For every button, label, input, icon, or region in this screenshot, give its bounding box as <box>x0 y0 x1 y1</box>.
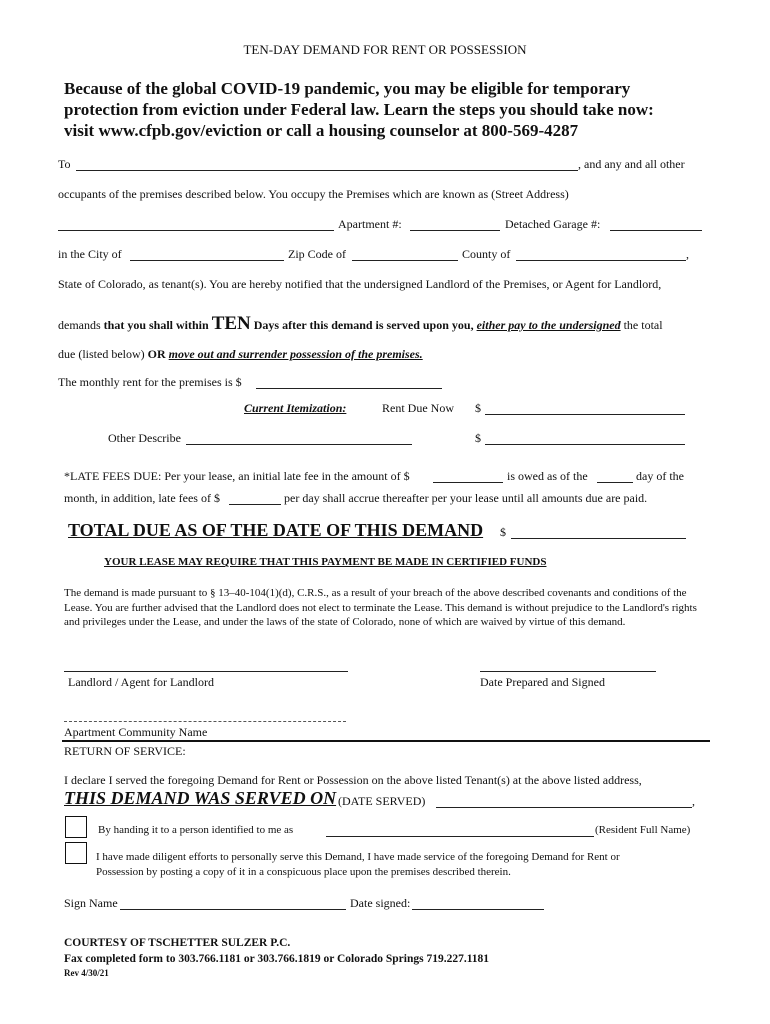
date-signed-label: Date signed: <box>350 896 411 910</box>
due-text: due (listed below) <box>58 347 145 361</box>
county-field[interactable] <box>516 260 686 261</box>
zip-label: Zip Code of <box>288 247 346 261</box>
date-served-label: (DATE SERVED) <box>338 794 426 808</box>
option-handed-text: By handing it to a person identified to me as <box>98 824 294 836</box>
garage-label: Detached Garage #: <box>505 217 601 231</box>
date-served-field[interactable] <box>436 807 692 808</box>
county-suffix: , <box>686 247 689 261</box>
option-handed-checkbox[interactable] <box>65 816 87 838</box>
revision-label: Rev 4/30/21 <box>64 968 109 978</box>
covid-notice-line: Because of the global COVID-19 pandemic, you may be eligible for temporary <box>64 79 631 98</box>
ten-text: TEN <box>211 313 251 334</box>
date-signed-field[interactable] <box>412 909 544 910</box>
resident-name-field[interactable] <box>326 836 594 837</box>
served-suffix: , <box>692 794 695 808</box>
city-label: in the City of <box>58 247 122 261</box>
move-text: move out and surrender possession of the premises. <box>168 347 423 361</box>
sign-name-field[interactable] <box>120 909 346 910</box>
to-label: To <box>58 157 71 171</box>
total-due-heading: TOTAL DUE AS OF THE DATE OF THIS DEMAND <box>68 520 484 540</box>
apartment-label: Apartment #: <box>338 217 402 231</box>
to-suffix: , and any and all other <box>578 157 685 171</box>
county-label: County of <box>462 247 511 261</box>
return-of-service-heading: RETURN OF SERVICE: <box>64 744 186 758</box>
street-address-field[interactable] <box>58 230 334 231</box>
rent-due-dollar: $ <box>475 401 481 415</box>
total-word: the total <box>623 318 663 332</box>
late-fees-text-b: is owed as of the <box>507 469 588 483</box>
late-fees-text-e: per day shall accrue thereafter per your lease until all amounts due are paid. <box>284 491 648 505</box>
community-name-field[interactable] <box>64 721 346 722</box>
late-fee-day-field[interactable] <box>597 482 633 483</box>
initial-late-fee-field[interactable] <box>433 482 503 483</box>
occupants-line: occupants of the premises described below. You occupy the Premises which are known as (Street Address) <box>58 187 569 201</box>
option-handed-suffix: (Resident Full Name) <box>595 824 691 836</box>
tenant-name-field[interactable] <box>76 170 578 171</box>
garage-field[interactable] <box>610 230 702 231</box>
monthly-rent-field[interactable] <box>256 388 442 389</box>
apartment-field[interactable] <box>410 230 500 231</box>
option-posted-line1: I have made diligent efforts to personally serve this Demand, I have made service of the foregoing Demand for Rent or <box>96 851 620 863</box>
section-divider <box>62 740 710 742</box>
total-due-dollar: $ <box>500 525 506 539</box>
covid-notice-line: protection from eviction under Federal law. Learn the steps you should take now: <box>64 100 654 119</box>
fax-line: Fax completed form to 303.766.1181 or 303.766.1819 or Colorado Springs 719.227.1181 <box>64 953 490 965</box>
state-line: State of Colorado, as tenant(s). You are hereby notified that the undersigned Landlord of the Premises, or Agent for Landlord, <box>58 277 662 291</box>
declare-line: I declare I served the foregoing Demand for Rent or Possession on the above listed Tenant(s) at the above listed address, <box>64 773 642 787</box>
monthly-rent-label: The monthly rent for the premises is $ <box>58 375 242 389</box>
covid-notice <box>64 78 654 141</box>
date-prepared-field[interactable] <box>480 671 656 672</box>
late-fees-text-c: day of the <box>636 469 684 483</box>
other-describe-field[interactable] <box>186 444 412 445</box>
certified-funds-notice: YOUR LEASE MAY REQUIRE THAT THIS PAYMENT BE MADE IN CERTIFIED FUNDS <box>104 556 547 568</box>
document-title: TEN-DAY DEMAND FOR RENT OR POSSESSION <box>243 42 527 57</box>
total-due-field[interactable] <box>511 538 686 539</box>
days-text: Days after this demand is served upon you, <box>253 318 474 332</box>
rent-due-now-label: Rent Due Now <box>382 401 454 415</box>
courtesy-line: COURTESY OF TSCHETTER SULZER P.C. <box>64 937 291 949</box>
landlord-signature-field[interactable] <box>64 671 348 672</box>
legal-paragraph: The demand is made pursuant to § 13–40-104(1)(d), C.R.S., as a result of your breach of the above described covenants and conditions of the Lease. You are further advised that the Landlord does not elect to terminate the Lease. This demand is without prejudice to the Landlord's rights and privileges under the Lease, and under the laws of the state of Colorado, none of which are waived by virtue of this demand. <box>64 587 697 628</box>
city-field[interactable] <box>130 260 284 261</box>
rent-due-now-field[interactable] <box>485 414 685 415</box>
other-dollar: $ <box>475 431 481 445</box>
daily-late-fee-field[interactable] <box>229 504 281 505</box>
late-fees-text-a: *LATE FEES DUE: Per your lease, an initial late fee in the amount of $ <box>64 469 410 483</box>
other-amount-field[interactable] <box>485 444 685 445</box>
other-describe-label: Other Describe <box>108 431 181 445</box>
served-on-heading: THIS DEMAND WAS SERVED ON <box>64 788 337 808</box>
demands-word: demands <box>58 318 101 332</box>
zip-field[interactable] <box>352 260 458 261</box>
date-prepared-label: Date Prepared and Signed <box>480 675 605 689</box>
sign-name-label: Sign Name <box>64 896 118 910</box>
option-posted-line2: Possession by posting a copy of it in a conspicuous place upon the premises described therein. <box>96 866 511 878</box>
or-text: OR <box>147 347 166 361</box>
demand-line <box>58 313 663 335</box>
pay-text: either pay to the undersigned <box>476 318 621 332</box>
current-itemization: Current Itemization: <box>244 401 347 415</box>
covid-notice-line: visit www.cfpb.gov/eviction or call a housing counselor at 800-569-4287 <box>64 121 579 140</box>
late-fees-text-d: month, in addition, late fees of $ <box>64 491 220 505</box>
due-line <box>58 347 423 362</box>
community-name-label: Apartment Community Name <box>64 725 208 739</box>
within-text: that you shall within <box>103 318 209 332</box>
option-posted-checkbox[interactable] <box>65 842 87 864</box>
landlord-label: Landlord / Agent for Landlord <box>68 675 214 689</box>
